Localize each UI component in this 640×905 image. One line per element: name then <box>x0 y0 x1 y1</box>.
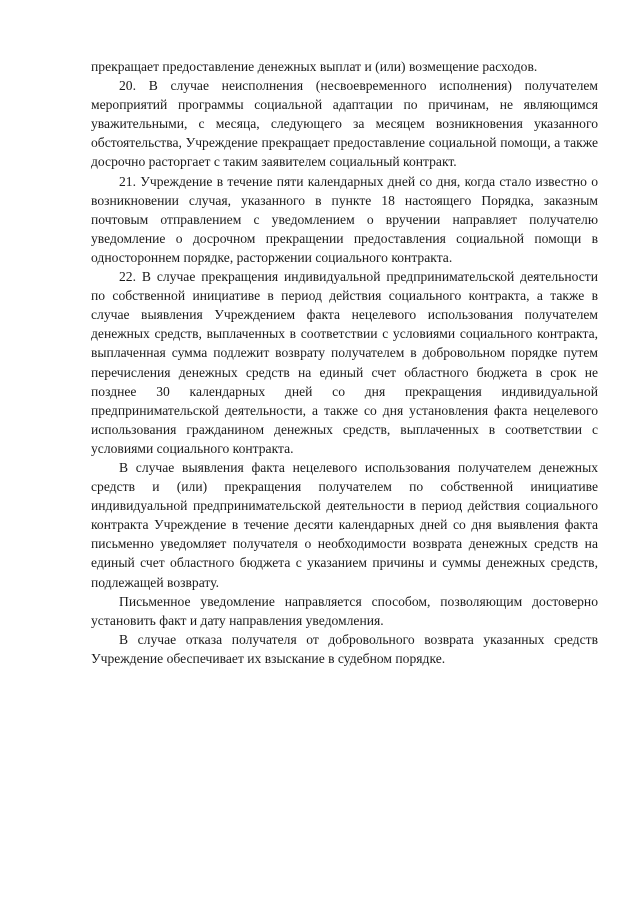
paragraph-court-recovery: В случае отказа получателя от добровольного возврата указанных средств Учреждение обеспечивает их взыскание в судебном порядке. <box>91 631 598 666</box>
paragraph-continuation: прекращает предоставление денежных выплат и (или) возмещение расходов. <box>91 59 538 74</box>
paragraph-item-22: 22. В случае прекращения индивидуальной предпринимательской деятельности по собственной инициативе в период действия социального контракта, а также в случае выявления Учреждением факта нецелевого использования получателем денежных средств, выплаченных в соответствии с условиями социального контракта, выплаченная сумма подлежит возврату получателем в добровольном порядке путем перечисления денежных средств на единый счет областного бюджета в срок не позднее 30 календарных дней со дня прекращения индивидуальной предпринимательской деятельности, а также со дня установления факта нецелевого использования гражданином денежных средств, выплаченных в соответствии с условиями социального контракта. <box>91 269 598 456</box>
paragraph-notification-method: Письменное уведомление направляется способом, позволяющим достоверно установить факт и дату направления уведомления. <box>91 593 598 628</box>
document-body <box>91 57 598 668</box>
paragraph-item-21: 21. Учреждение в течение пяти календарных дней со дня, когда стало известно о возникновении случая, указанного в пункте 18 настоящего Порядка, заказным почтовым отправлением с уведомлением о вручении направляет получателю уведомление о досрочном прекращении предоставления социальной помощи в одностороннем порядке, расторжении социального контракта. <box>91 173 598 265</box>
paragraph-notification: В случае выявления факта нецелевого использования получателем денежных средств и (или) прекращения получателем по собственной инициативе индивидуальной предпринимательской деятельности в период действия социального контракта Учреждение в течение десяти календарных дней со дня выявления факта письменно уведомляет получателя о необходимости возврата денежных средств на единый счет областного бюджета с указанием причины и суммы денежных средств, подлежащей возврату. <box>91 459 598 590</box>
paragraph-item-20: 20. В случае неисполнения (несвоевременного исполнения) получателем мероприятий программы социальной адаптации по причинам, не являющимся уважительными, с месяца, следующего за месяцем возникновения указанного обстоятельства, Учреждение прекращает предоставление социальной помощи, а также досрочно расторгает с таким заявителем социальный контракт. <box>91 78 598 170</box>
